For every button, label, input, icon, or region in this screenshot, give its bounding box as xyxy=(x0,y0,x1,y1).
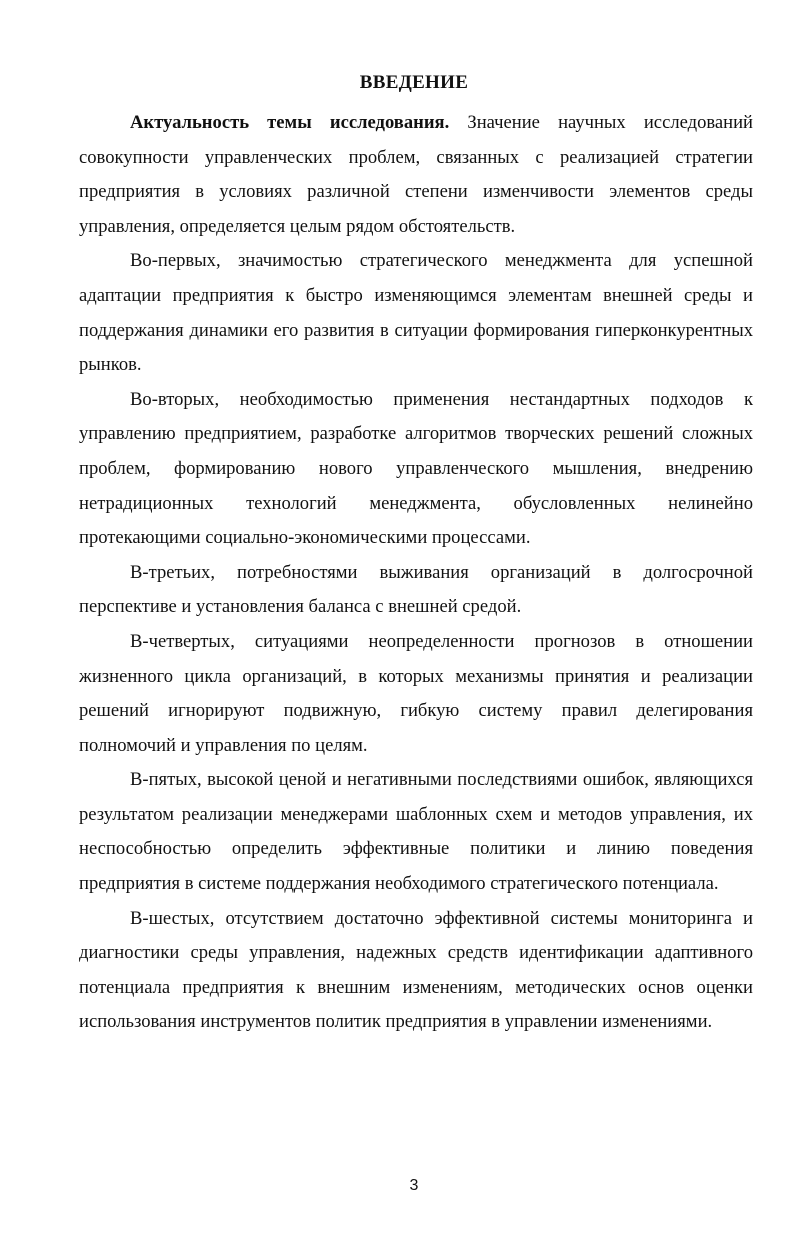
page-number: 3 xyxy=(409,1177,419,1194)
paragraph-sixth: В-шестых, отсутствием достаточно эффективной системы мониторинга и диагностики среды управления, надежных средств идентификации адаптивного потенциала предприятия к внешним изменениям, методических основ оценки использования инструментов политик предприятия в управлении изменениями. xyxy=(79,907,753,1033)
paragraph-lead: Актуальность темы исследования. xyxy=(130,112,450,133)
paragraph-fifth: В-пятых, высокой ценой и негативными последствиями ошибок, являющихся результатом реализации менеджерами шаблонных схем и методов управления, их неспособностью определить эффективные политики и линию поведения предприятия в системе поддержания необходимого стратегического потенциала. xyxy=(79,769,753,895)
paragraph-text: Значение научных исследований совокупности управленческих проблем, связанных с реализацией стратегии предприятия в условиях различной степени изменчивости элементов среды управления, определяется целым рядом обстоятельств. xyxy=(79,112,753,237)
paragraph-second: Во-вторых, необходимостью применения нестандартных подходов к управлению предприятием, разработке алгоритмов творческих решений сложных проблем, формированию нового управленческого мышления, внедрению нетрадиционных технологий менеджмента, обусловленных нелинейно протекающими социально-экономическими процессами. xyxy=(79,388,753,549)
paragraph-relevance xyxy=(79,106,753,244)
paragraph-first: Во-первых, значимостью стратегического менеджмента для успешной адаптации предприятия к быстро изменяющимся элементам внешней среды и поддержания динамики его развития в ситуации формирования гиперконкурентных рынков. xyxy=(79,250,753,376)
body-text xyxy=(79,106,753,1040)
paragraph-fourth: В-четвертых, ситуациями неопределенности прогнозов в отношении жизненного цикла организаций, в которых механизмы принятия и реализации решений игнорируют подвижную, гибкую систему правил делегирования полномочий и управления по целям. xyxy=(79,630,753,756)
paragraph-third: В-третьих, потребностями выживания организаций в долгосрочной перспективе и установления баланса с внешней средой. xyxy=(79,561,753,618)
section-heading: ВВЕДЕНИЕ xyxy=(359,72,469,93)
